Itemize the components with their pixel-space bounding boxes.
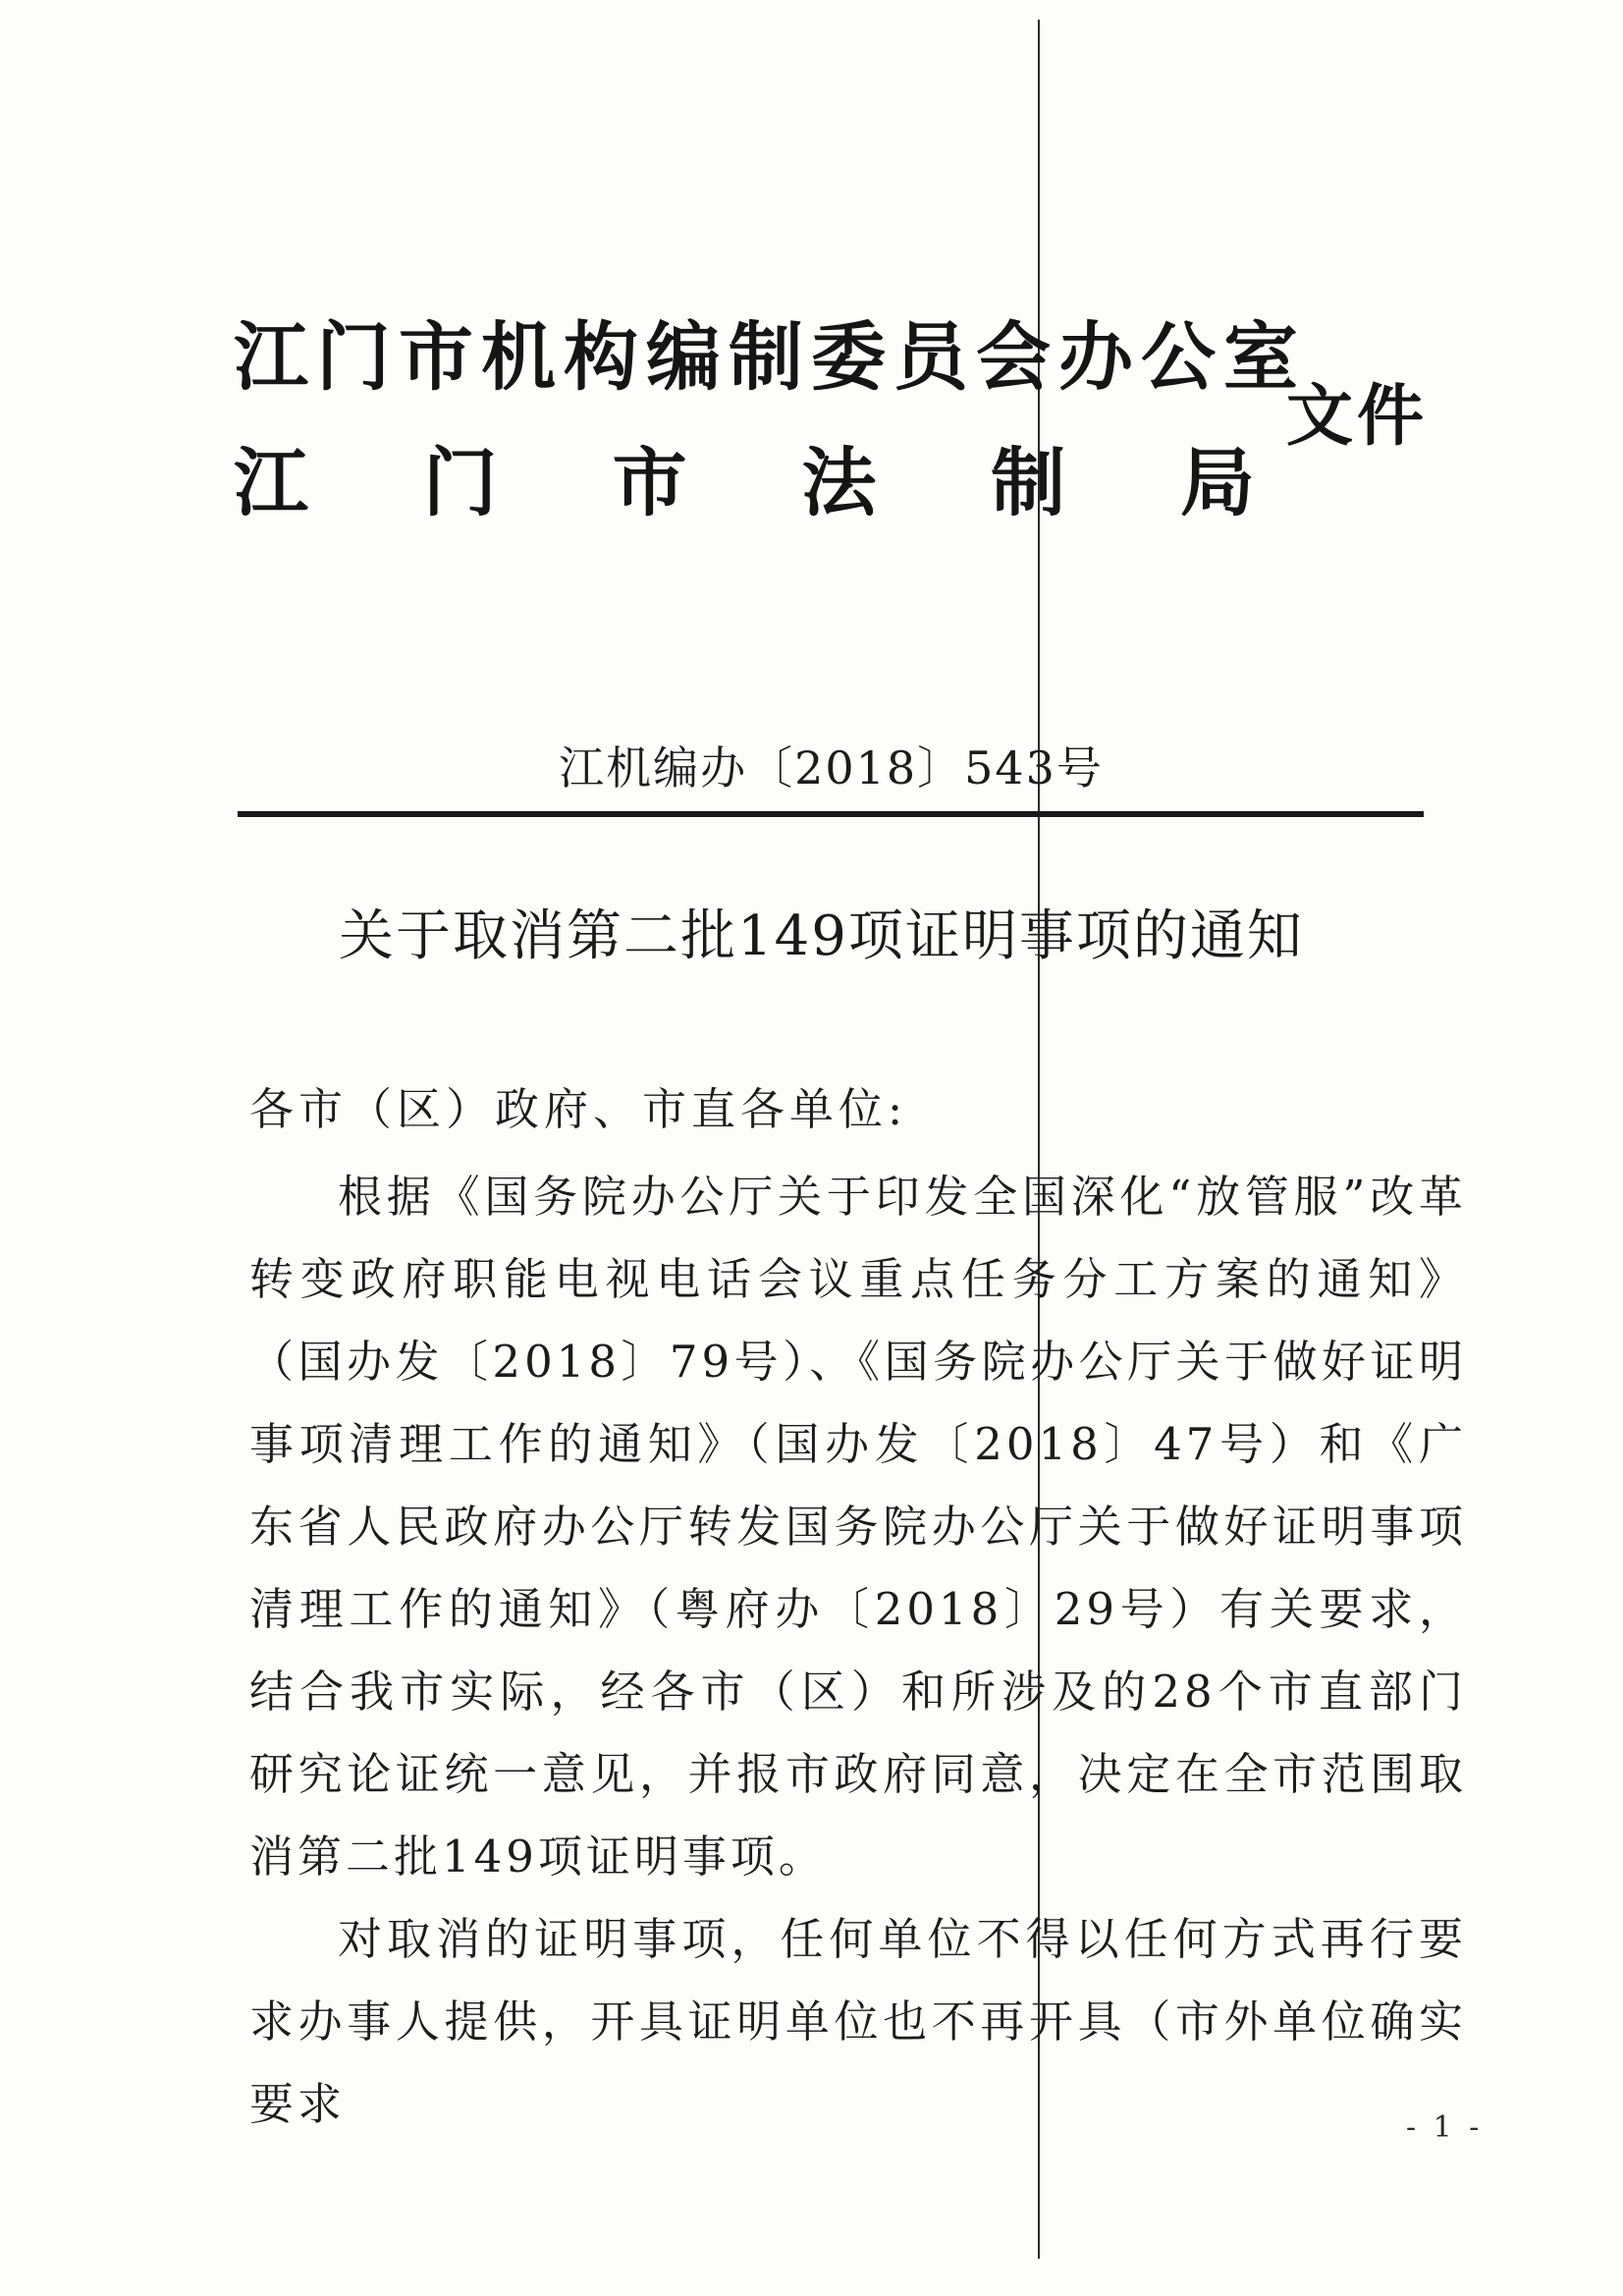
- issuer-name-2-char: 市: [612, 439, 687, 526]
- issuer-name-2-char: 局: [1179, 439, 1255, 526]
- issuer-name-2-char: 江: [234, 439, 308, 526]
- issuing-authorities: [234, 312, 1306, 548]
- issuer-name-2-char: 门: [422, 439, 498, 526]
- issuer-name-2-char: 法: [801, 439, 877, 526]
- issuer-name-1: 江门市机构编制委员会办公室: [234, 313, 1306, 401]
- paragraph: 对取消的证明事项，任何单位不得以任何方式再行要求办事人提供，开具证明单位也不再开具（市外单位确实要求: [249, 1913, 1467, 2130]
- document-number: 江机编办〔2018〕543号: [559, 741, 1104, 794]
- paragraph: 根据《国务院办公厅关于印发全国深化“放管服”改革转变政府职能电视电话会议重点任务分工方案的通知》（国办发〔2018〕79号）、《国务院办公厅关于做好证明事项清理工作的通知》（国办发〔2018〕47号）和《广东省人民政府办公厅转发国务院办公厅关于做好证明事项清理工作的通知》（粤府办〔2018〕29号）有关要求，结合我市实际，经各市（区）和所涉及的28个市直部门研究论证统一意见，并报市政府同意，决定在全市范围取消第二批149项证明事项。: [249, 1171, 1467, 1883]
- document-title: 关于取消第二批149项证明事项的通知: [339, 904, 1304, 968]
- issuer-name-2: [234, 438, 1255, 528]
- page-number: - 1 -: [1406, 2110, 1484, 2145]
- issuer-name-2-char: 制: [991, 439, 1066, 526]
- document-type-suffix: 文件: [1286, 378, 1429, 456]
- header-divider: [238, 811, 1424, 817]
- body-text: [249, 1156, 1467, 2146]
- salutation: 各市（区）政府、市直各单位:: [249, 1083, 908, 1135]
